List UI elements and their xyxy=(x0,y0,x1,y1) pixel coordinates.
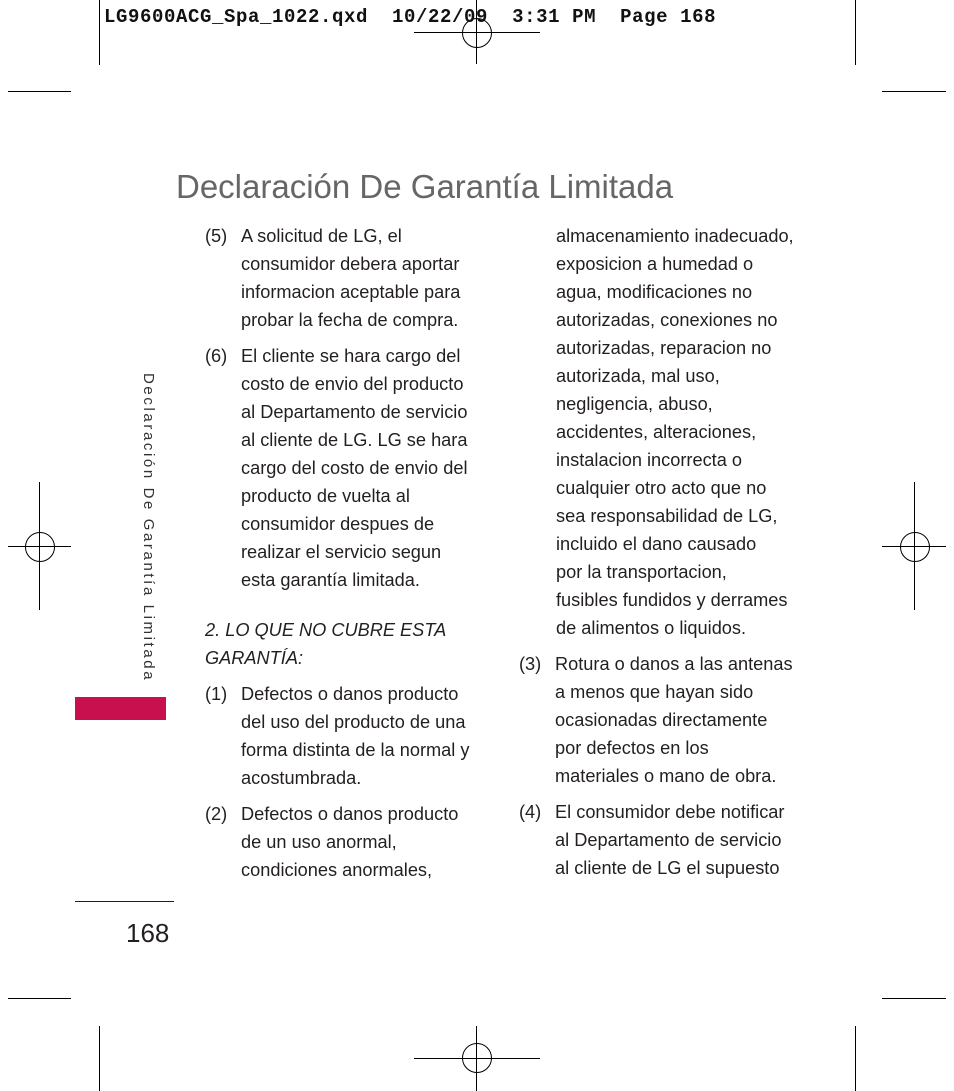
text-line: consumidor debera aportar xyxy=(241,254,460,274)
text-line: esta garantía limitada. xyxy=(241,570,420,590)
text-line: exposicion a humedad o xyxy=(556,254,754,274)
list-item-text xyxy=(241,680,485,792)
crop-mark-top-left-h xyxy=(8,91,71,92)
list-item-1 xyxy=(205,680,485,792)
text-line: agua, modificaciones no xyxy=(556,282,753,302)
list-item-text xyxy=(241,222,485,334)
list-item-number: (6) xyxy=(205,346,228,366)
text-line: producto de vuelta al xyxy=(241,486,410,506)
text-line: El cliente se hara cargo del xyxy=(241,346,461,366)
list-item-number: (1) xyxy=(205,684,228,704)
crop-mark-bottom-left xyxy=(99,1026,100,1091)
list-item-6 xyxy=(205,342,485,594)
text-line: materiales o mano de obra. xyxy=(555,766,777,786)
text-line: incluido el dano causado xyxy=(556,534,757,554)
text-line: ocasionadas directamente xyxy=(555,710,768,730)
print-slug-header: LG9600ACG_Spa_1022.qxd 10/22/09 3:31 PM Page 168 xyxy=(104,6,717,28)
list-item-3 xyxy=(519,650,801,790)
text-line: El consumidor debe notificar xyxy=(555,802,785,822)
text-line: forma distinta de la normal y xyxy=(241,740,470,760)
text-line: probar la fecha de compra. xyxy=(241,310,459,330)
section-heading xyxy=(205,616,485,672)
text-line: Defectos o danos producto xyxy=(241,684,459,704)
registration-circle-left xyxy=(25,532,55,562)
crop-mark-bottom-right xyxy=(855,1026,856,1091)
text-line: de un uso anormal, xyxy=(241,832,397,852)
text-line: cualquier otro acto que no xyxy=(556,478,767,498)
text-line: costo de envio del producto xyxy=(241,374,464,394)
crop-mark-top-left xyxy=(99,0,100,65)
crop-mark-bottom-right-h xyxy=(882,998,946,999)
list-item-2 xyxy=(205,800,485,884)
text-line: almacenamiento inadecuado, xyxy=(556,226,794,246)
list-item-text xyxy=(555,650,801,790)
page-number-rule xyxy=(75,901,174,902)
text-line: del uso del producto de una xyxy=(241,712,466,732)
right-column xyxy=(519,222,801,890)
text-line: consumidor despues de xyxy=(241,514,435,534)
text-line: sea responsabilidad de LG, xyxy=(556,506,778,526)
list-item-number: (5) xyxy=(205,226,228,246)
registration-circle-bottom xyxy=(462,1043,492,1073)
text-line: Defectos o danos producto xyxy=(241,804,459,824)
crop-mark-bottom-left-h xyxy=(8,998,71,999)
list-item-2-continuation xyxy=(519,222,801,642)
text-line: autorizadas, reparacion no xyxy=(556,338,772,358)
text-line: accidentes, alteraciones, xyxy=(556,422,757,442)
text-line: por defectos en los xyxy=(555,738,709,758)
section-heading-line: 2. LO QUE NO CUBRE ESTA xyxy=(205,620,447,640)
crop-mark-top-right xyxy=(855,0,856,65)
text-line: al Departamento de servicio xyxy=(241,402,468,422)
section-tab-marker xyxy=(75,697,166,720)
text-line: al cliente de LG el supuesto xyxy=(555,858,780,878)
list-item-text xyxy=(555,798,801,882)
text-line: condiciones anormales, xyxy=(241,860,433,880)
text-line: de alimentos o liquidos. xyxy=(556,618,747,638)
page-number: 168 xyxy=(126,918,170,948)
list-item-5 xyxy=(205,222,485,334)
list-item-4 xyxy=(519,798,801,882)
list-item-number: (4) xyxy=(519,802,542,822)
text-line: al cliente de LG. LG se hara xyxy=(241,430,468,450)
text-line: negligencia, abuso, xyxy=(556,394,713,414)
list-item-text xyxy=(241,800,485,884)
text-line: realizar el servicio segun xyxy=(241,542,442,562)
text-line: autorizada, mal uso, xyxy=(556,366,720,386)
text-line: acostumbrada. xyxy=(241,768,362,788)
side-section-label: Declaración De Garantía Limitada xyxy=(140,373,157,683)
text-line: fusibles fundidos y derrames xyxy=(556,590,788,610)
text-line: al Departamento de servicio xyxy=(555,830,782,850)
text-line: autorizadas, conexiones no xyxy=(556,310,778,330)
section-heading-line: GARANTÍA: xyxy=(205,648,304,668)
text-line: por la transportacion, xyxy=(556,562,727,582)
text-line: Rotura o danos a las antenas xyxy=(555,654,793,674)
list-item-number: (3) xyxy=(519,654,542,674)
left-column xyxy=(205,222,485,892)
page-title: Declaración De Garantía Limitada xyxy=(176,168,674,206)
crop-mark-top-right-h xyxy=(882,91,946,92)
text-line: informacion aceptable para xyxy=(241,282,461,302)
text-line: A solicitud de LG, el xyxy=(241,226,402,246)
registration-circle-right xyxy=(900,532,930,562)
list-item-text xyxy=(241,342,485,594)
text-line: cargo del costo de envio del xyxy=(241,458,468,478)
list-item-number: (2) xyxy=(205,804,228,824)
text-line: a menos que hayan sido xyxy=(555,682,754,702)
text-line: instalacion incorrecta o xyxy=(556,450,743,470)
